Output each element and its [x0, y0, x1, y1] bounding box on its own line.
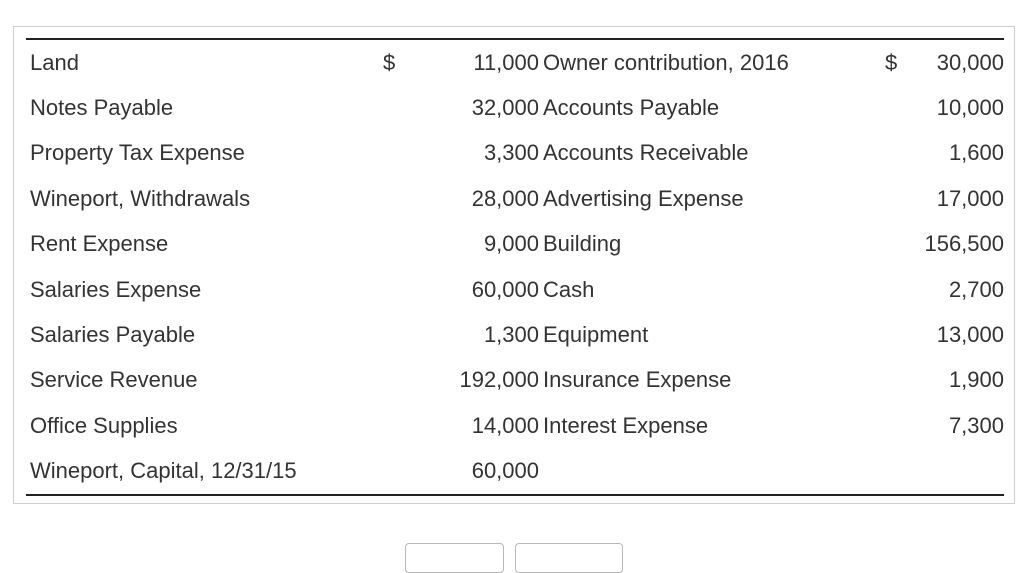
currency-symbol: $	[383, 49, 396, 75]
account-amount: 14,000	[471, 412, 539, 438]
account-name: Salaries Expense	[30, 276, 202, 302]
account-amount: 13,000	[936, 322, 1004, 348]
account-amount: 1,600	[948, 140, 1004, 166]
account-name: Equipment	[543, 322, 649, 348]
account-amount: 1,900	[948, 367, 1004, 393]
account-name: Building	[543, 231, 622, 257]
account-name: Salaries Payable	[30, 322, 196, 348]
account-name: Interest Expense	[543, 412, 709, 438]
account-amount: 32,000	[471, 95, 539, 121]
account-name: Wineport, Withdrawals	[30, 185, 251, 211]
table-row	[26, 85, 1004, 130]
account-name: Rent Expense	[30, 231, 169, 257]
table-row	[26, 267, 1004, 312]
account-amount: 60,000	[471, 276, 539, 302]
action-button-2[interactable]	[515, 543, 623, 573]
account-amount: 60,000	[471, 458, 539, 484]
account-amount: 7,300	[948, 412, 1004, 438]
account-amount: 156,500	[924, 231, 1004, 257]
table-row	[26, 449, 1004, 494]
account-amount: 3,300	[483, 140, 539, 166]
account-amount: 1,300	[483, 322, 539, 348]
table-row	[26, 358, 1004, 403]
account-amount: 9,000	[483, 231, 539, 257]
account-amount: 10,000	[936, 95, 1004, 121]
account-name: Office Supplies	[30, 412, 178, 438]
account-name: Advertising Expense	[543, 185, 744, 211]
account-name: Land	[30, 49, 79, 75]
account-name: Insurance Expense	[543, 367, 732, 393]
account-name: Accounts Payable	[543, 95, 720, 121]
account-name: Owner contribution, 2016	[543, 49, 789, 75]
action-buttons	[405, 543, 623, 573]
currency-symbol: $	[885, 49, 898, 75]
account-amount: 28,000	[471, 185, 539, 211]
account-amount: 2,700	[948, 276, 1004, 302]
table-row	[26, 403, 1004, 448]
account-name: Notes Payable	[30, 95, 174, 121]
table-row	[26, 131, 1004, 176]
account-name: Accounts Receivable	[543, 140, 749, 166]
table-row	[26, 312, 1004, 357]
account-name: Cash	[543, 276, 595, 302]
table-row	[26, 222, 1004, 267]
account-amount: 192,000	[459, 367, 539, 393]
action-button-1[interactable]	[405, 543, 504, 573]
account-amount: 30,000	[936, 49, 1004, 75]
table-row	[26, 176, 1004, 221]
ledger-panel	[13, 26, 1015, 504]
table-row	[26, 40, 1004, 85]
account-amount: 17,000	[936, 185, 1004, 211]
account-name: Property Tax Expense	[30, 140, 245, 166]
account-amount: 11,000	[473, 49, 539, 75]
account-name: Service Revenue	[30, 367, 198, 393]
account-name: Wineport, Capital, 12/31/15	[30, 458, 297, 484]
account-balance-table	[26, 38, 1004, 496]
